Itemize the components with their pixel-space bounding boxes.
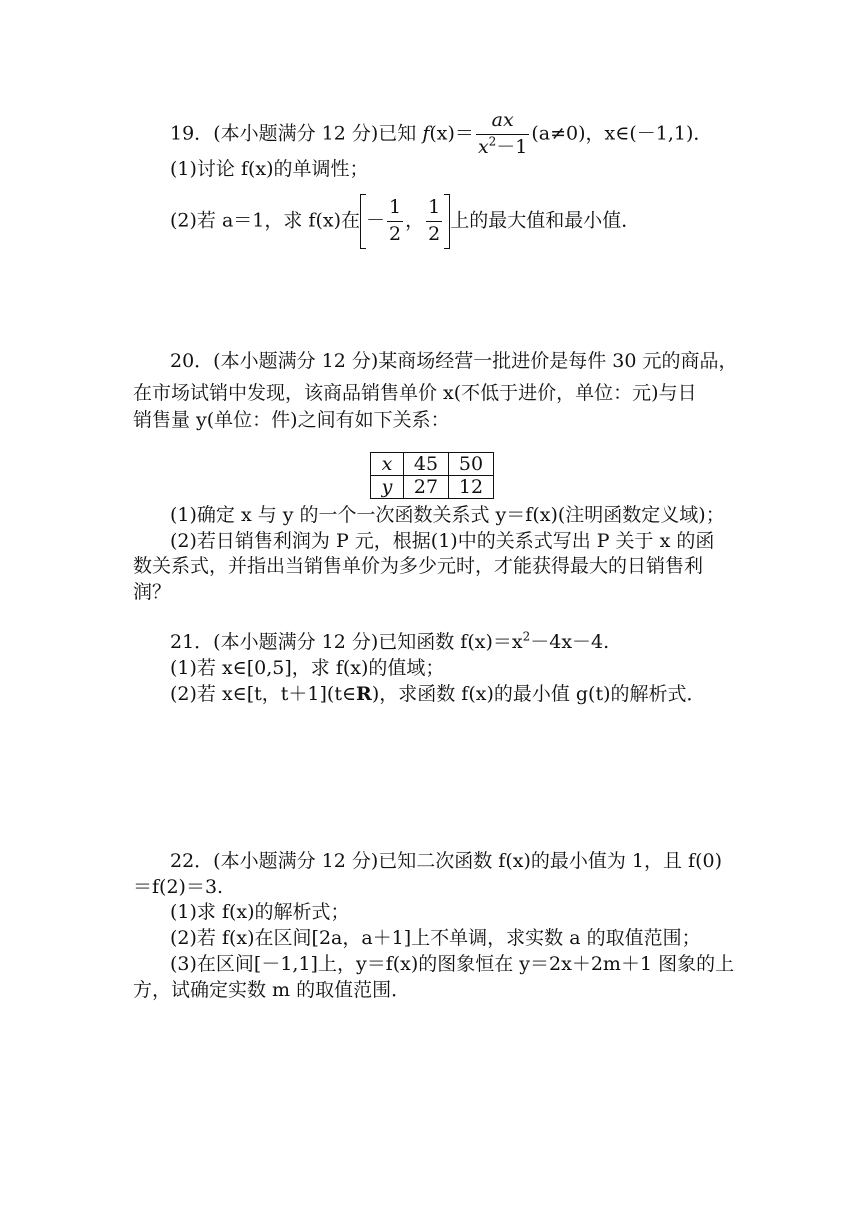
table-row-header-y: y xyxy=(371,476,404,499)
table-cell: 50 xyxy=(449,453,494,476)
q22-part1: (1)求 f(x)的解析式； xyxy=(170,901,350,923)
q19-part2-pre: (2)若 a＝1，求 f(x)在 xyxy=(170,209,360,232)
q19-int-neg: － xyxy=(365,209,385,232)
q19-part1: (1)讨论 f(x)的单调性； xyxy=(170,158,369,180)
q19-int-frac1 xyxy=(387,198,403,245)
q19-fname: f xyxy=(422,122,430,145)
q19-int-n2: 1 xyxy=(426,198,442,222)
q19-eq: ＝ xyxy=(454,122,474,145)
q19-condition: (a≠0)，x∈(－1,1)． xyxy=(531,122,713,145)
q19-numerator: ax xyxy=(476,111,529,135)
q19-lead: 已知 xyxy=(378,122,423,145)
q19-part2-post: 上的最大值和最小值． xyxy=(450,209,641,232)
q20-part2-line3: 润？ xyxy=(133,581,172,603)
q21-stem-exp: 2 xyxy=(522,629,531,644)
q21-part2-reals: R xyxy=(356,683,372,705)
q19-fx: (x) xyxy=(429,122,455,145)
q20-line2: 在市场试销中发现，该商品销售单价 x(不低于进价，单位：元)与日 xyxy=(133,382,697,404)
q21-stem-pre: 21．(本小题满分 12 分)已知函数 f(x)＝x xyxy=(170,631,523,653)
q19-stem xyxy=(170,111,712,158)
q22-part2: (2)若 f(x)在区间[2a，a＋1]上不单调，求实数 a 的取值范围； xyxy=(170,927,701,949)
q19-denominator xyxy=(476,135,529,158)
q22-part3-line1: (3)在区间[－1,1]上，y＝f(x)的图象恒在 y＝2x＋2m＋1 图象的上 xyxy=(170,953,735,975)
table-cell: 12 xyxy=(449,476,494,499)
q19-int-d1: 2 xyxy=(389,222,402,245)
q19-interval xyxy=(360,198,450,245)
q20-part1: (1)确定 x 与 y 的一个一次函数关系式 y＝f(x)(注明函数定义域)； xyxy=(170,504,725,526)
q19-tag: (本小题满分 12 分) xyxy=(213,122,379,145)
q19-int-n1: 1 xyxy=(387,198,403,222)
q19-int-frac2 xyxy=(426,198,442,245)
table-cell: 27 xyxy=(404,476,449,499)
q22-line1: 22．(本小题满分 12 分)已知二次函数 f(x)的最小值为 1，且 f(0) xyxy=(170,850,722,872)
table-row-header-x: x xyxy=(371,453,404,476)
q19-int-comma: ， xyxy=(405,209,425,232)
table-row xyxy=(371,453,494,476)
q19-den-rest: －1 xyxy=(496,135,528,158)
q20-part2-line2: 数关系式，并指出当销售单价为多少元时，才能获得最大的日销售利 xyxy=(133,555,704,577)
q21-stem-post: －4x－4. xyxy=(530,631,610,653)
q19-den-x: x xyxy=(477,135,489,158)
q20-line1: 20．(本小题满分 12 分)某商场经营一批进价是每件 30 元的商品， xyxy=(170,350,738,372)
q19-int-d2: 2 xyxy=(428,222,441,245)
q20-line3: 销售量 y(单位：件)之间有如下关系： xyxy=(133,409,450,431)
q19-fraction xyxy=(476,111,529,158)
q22-line2: ＝f(2)＝3. xyxy=(133,876,224,898)
q21-stem xyxy=(170,629,610,653)
table-row xyxy=(371,476,494,499)
q19-number: 19． xyxy=(170,122,214,145)
table-cell: 45 xyxy=(404,453,449,476)
q21-part2-post: )，求函数 f(x)的最小值 g(t)的解析式． xyxy=(371,683,706,705)
q22-part3-line2: 方，试确定实数 m 的取值范围． xyxy=(133,979,411,1001)
q19-den-exp: 2 xyxy=(488,134,497,149)
q21-part1: (1)若 x∈[0,5]，求 f(x)的值域； xyxy=(170,657,445,679)
q20-part2-line1: (2)若日销售利润为 P 元，根据(1)中的关系式写出 P 关于 x 的函 xyxy=(170,530,715,552)
q21-part2-pre: (2)若 x∈[t，t＋1](t∈ xyxy=(170,683,357,705)
q19-part2 xyxy=(170,198,640,245)
q21-part2 xyxy=(170,685,706,704)
q20-data-table xyxy=(370,452,494,499)
